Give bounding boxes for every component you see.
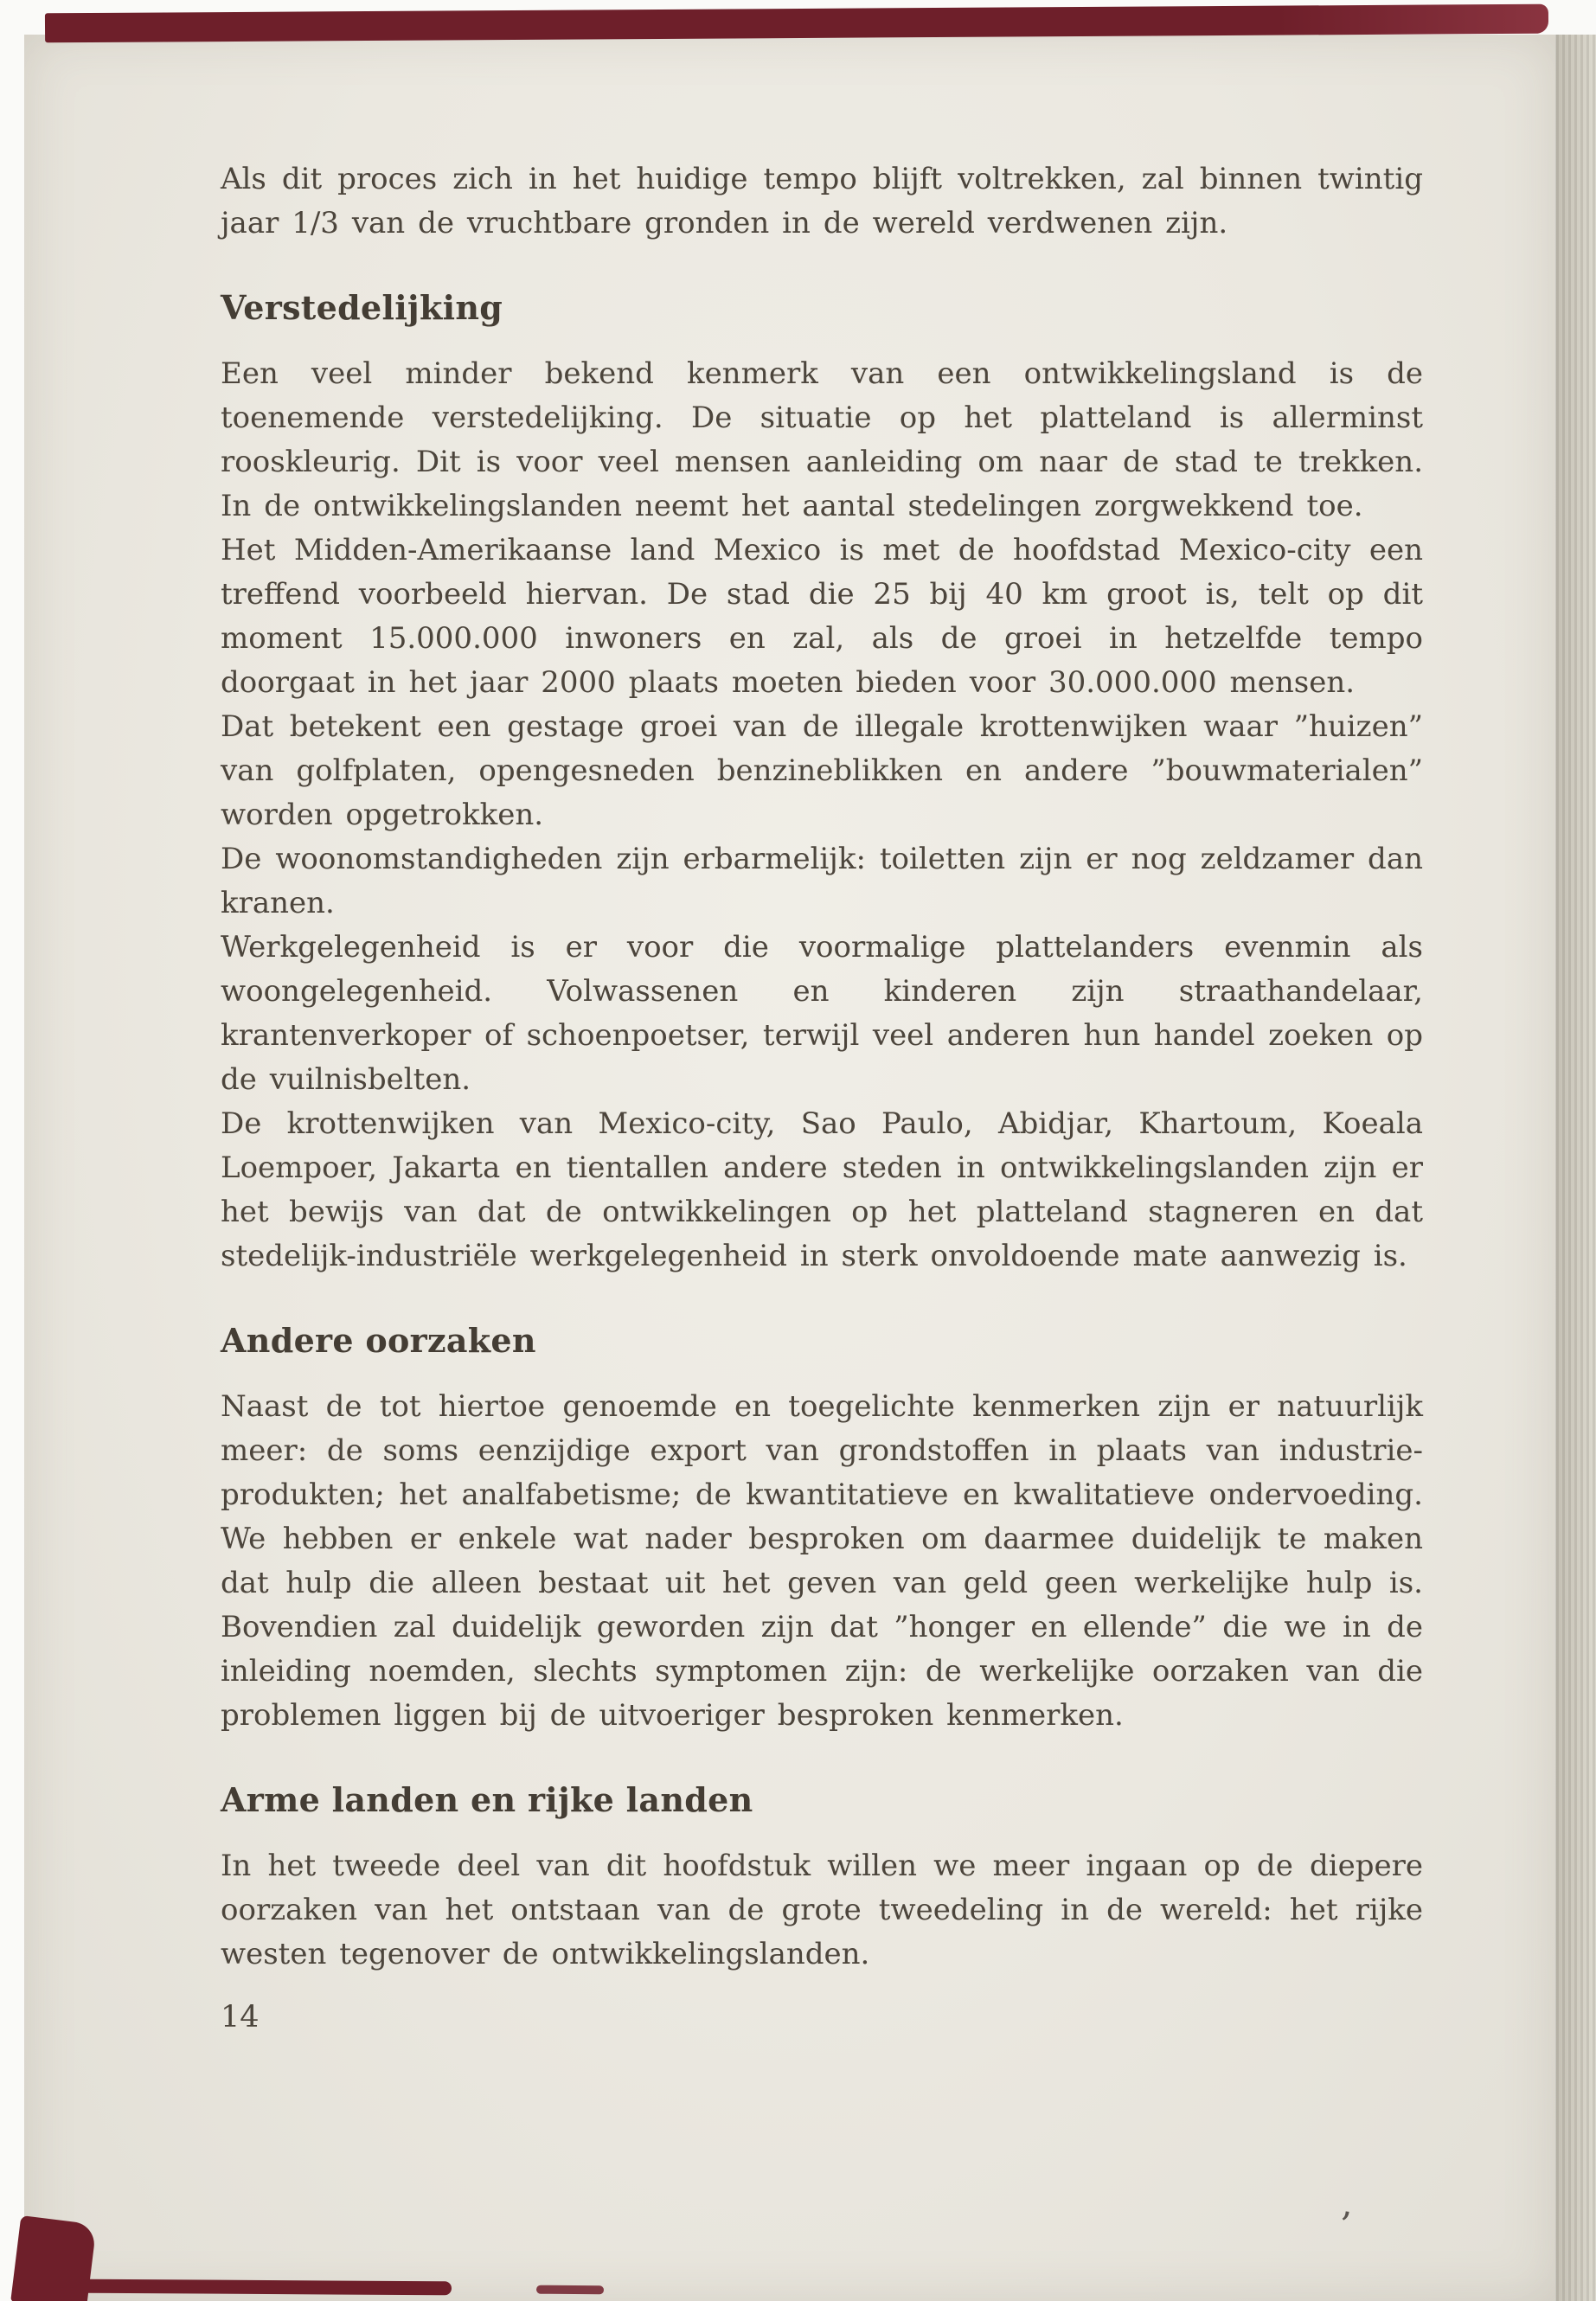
book-cover-edge-bottom-smudge <box>536 2285 604 2295</box>
section-heading-andere-oorzaken: Andere oorzaken <box>221 1321 536 1360</box>
paragraph: Naast de tot hiertoe genoemde en toegelichte kenmerken zijn er natuurlijk meer: de soms eenzijdige export van grondstoffen in plaats van industrie-produkten; het analfabetisme; de kwantitatieve en kwalitatieve ondervoeding. We hebben er enkele wat nader besproken om daarmee duidelijk te maken dat hulp die alleen bestaat uit het geven van geld geen werkelijke hulp is. Bovendien zal duidelijk geworden zijn dat ”honger en ellende” die we in de inleiding noemden, slechts symptomen zijn: de werkelijke oorzaken van die problemen liggen bij de uitvoeriger besproken kenmerken. <box>221 1389 1423 1733</box>
page-stack-edge <box>1555 35 1596 2301</box>
stray-ink-mark: ’ <box>1336 2203 1353 2247</box>
page-number: 14 <box>221 2000 260 2035</box>
paragraph: De woonomstandigheden zijn erbarmelijk: toiletten zijn er nog zeldzamer dan kranen. <box>221 842 1423 920</box>
book-cover-edge-bottom <box>80 2279 452 2296</box>
paragraph: Een veel minder bekend kenmerk van een ontwikkelingsland is de toenemende verstedelijking. De situatie op het platteland is allerminst rooskleurig. Dit is voor veel mensen aanleiding om naar de stad te trekken. In de ontwikkelingslanden neemt het aantal stedelingen zorgwekkend toe. <box>221 356 1423 523</box>
paragraph: In het tweede deel van dit hoofdstuk willen we meer ingaan op de diepere oorzaken van het ontstaan van de grote tweedeling in de wereld: het rijke westen tegenover de ontwikkelingslanden. <box>221 1849 1423 1971</box>
section-heading-verstedelijking: Verstedelijking <box>221 288 503 327</box>
paragraph: Dat betekent een gestage groei van de illegale krottenwijken waar ”huizen” van golfplaten, opengesneden benzineblikken en andere ”bouwmaterialen” worden opgetrokken. <box>221 709 1423 832</box>
paragraph: Werkgelegenheid is er voor die voormalige plattelanders evenmin als woongelegenheid. Volwassenen en kinderen zijn straathandelaar, krantenverkoper of schoenpoetser, terwijl veel anderen hun handel zoeken op de vuilnisbelten. <box>221 930 1423 1097</box>
paragraph-intro: Als dit proces zich in het huidige tempo blijft voltrekken, zal binnen twintig jaar 1/3 van de vruchtbare gronden in de wereld verdwenen zijn. <box>221 162 1423 240</box>
paragraph: De krottenwijken van Mexico-city, Sao Paulo, Abidjar, Khartoum, Koeala Loempoer, Jakarta en tientallen andere steden in ontwikkelingslanden zijn er het bewijs van dat de ontwikkelingen op het platteland stagneren en dat stedelijk-industriële werkgelegenheid in sterk onvoldoende mate aanwezig is. <box>221 1106 1423 1273</box>
section-heading-arme-en-rijke-landen: Arme landen en rijke landen <box>221 1780 753 1819</box>
text-column <box>221 157 1423 2040</box>
paragraph: Het Midden-Amerikaanse land Mexico is met de hoofdstad Mexico-city een treffend voorbeeld hiervan. De stad die 25 bij 40 km groot is, telt op dit moment 15.000.000 inwoners en zal, als de groei in hetzelfde tempo doorgaat in het jaar 2000 plaats moeten bieden voor 30.000.000 mensen. <box>221 533 1423 700</box>
